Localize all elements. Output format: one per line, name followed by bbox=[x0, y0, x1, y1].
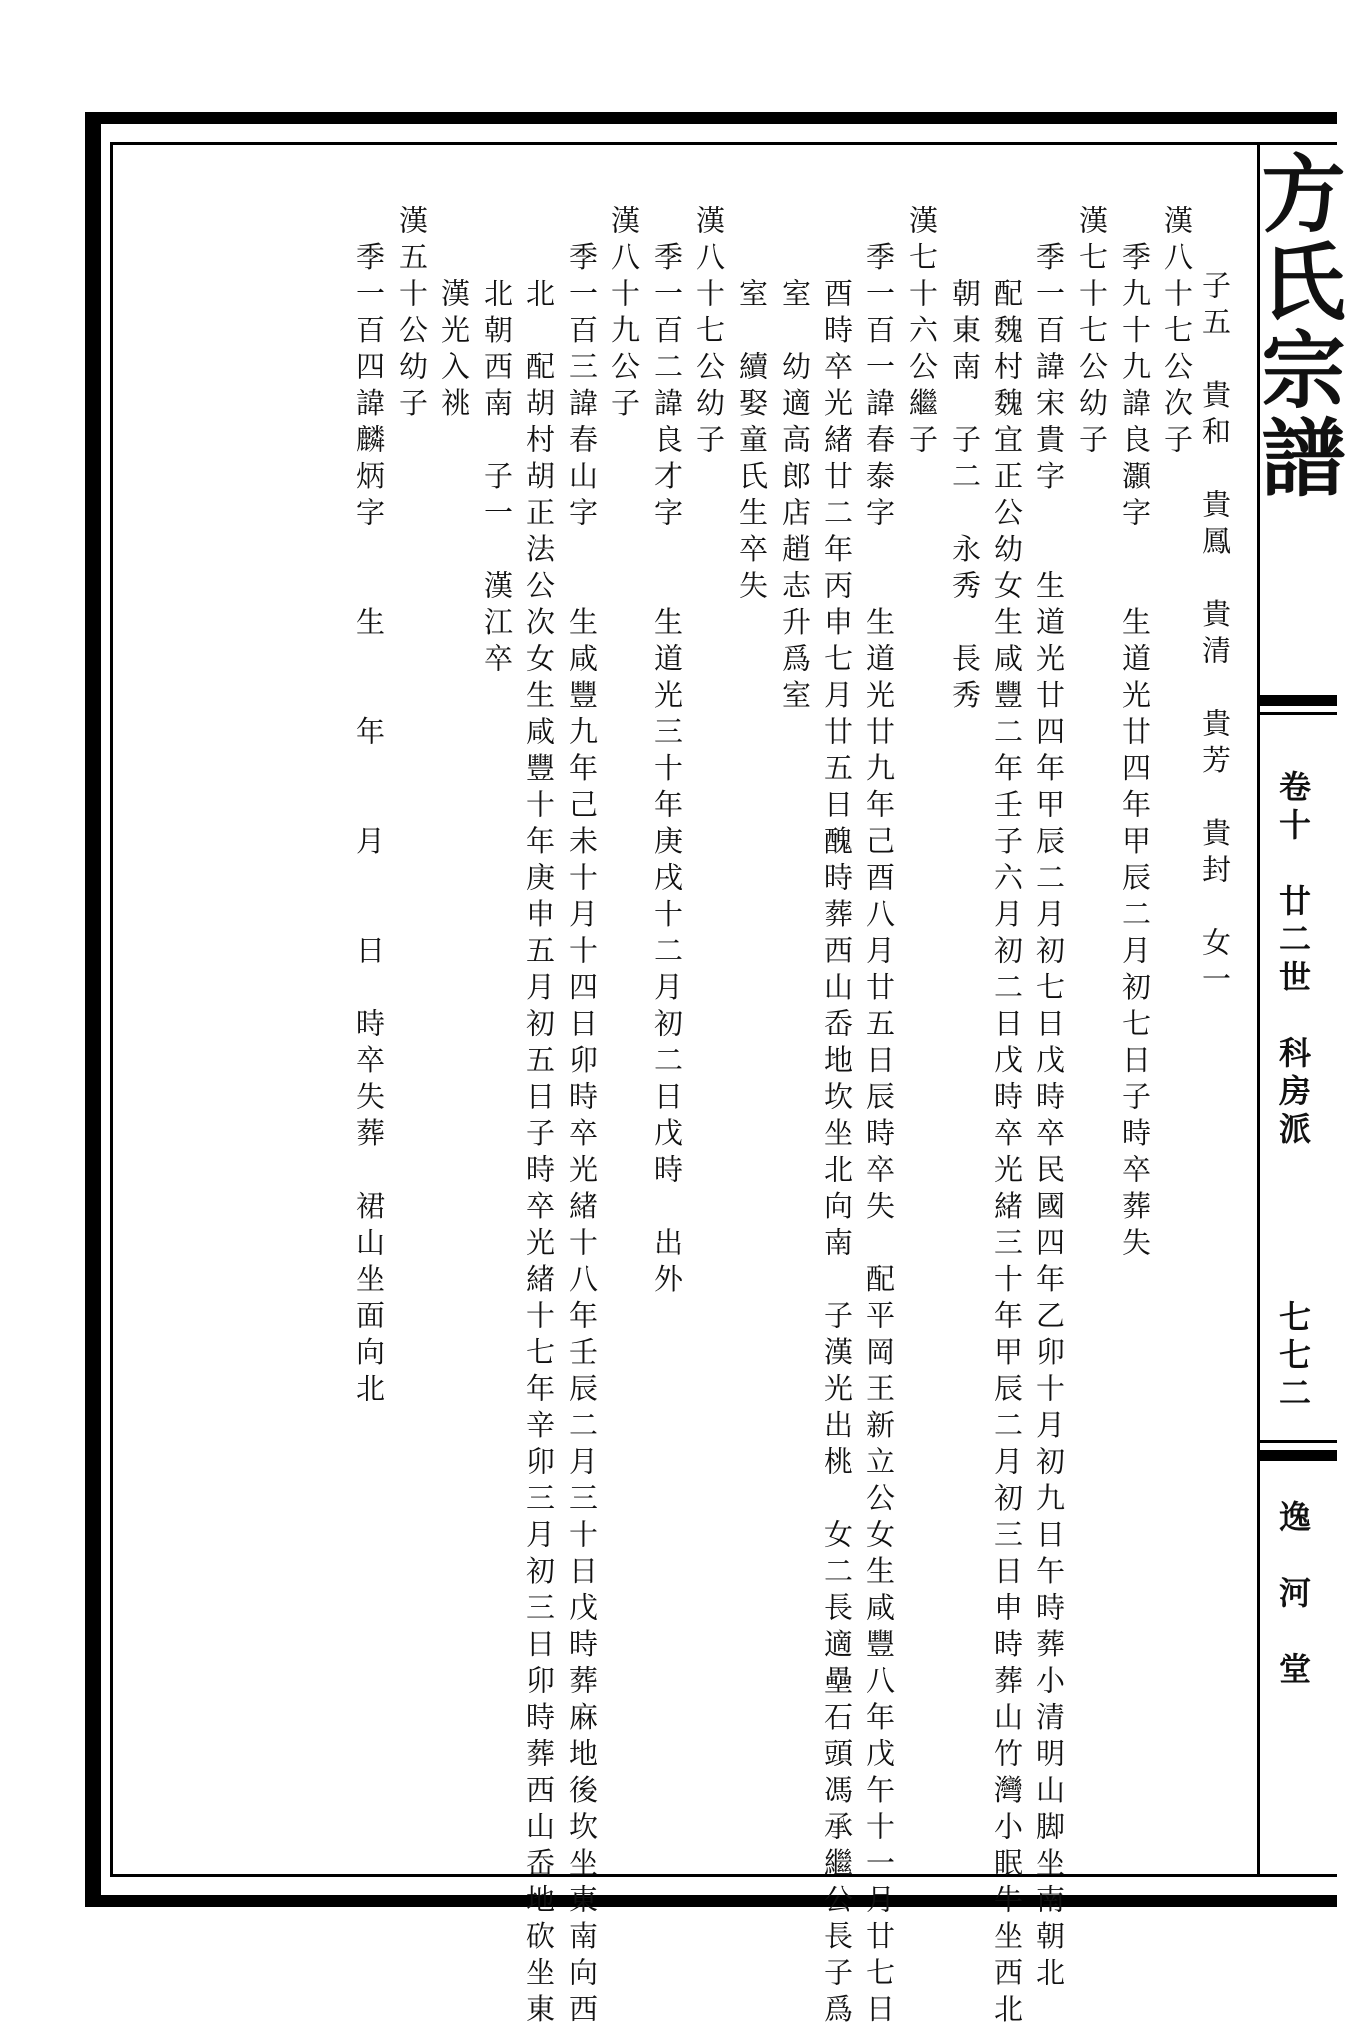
text-column: 季一百一諱春泰字 生道光廿九年己酉八月廿五日辰時卒失 配平岡王新立公女生咸豐八年戊午十一月廿七日 bbox=[862, 205, 896, 2030]
text-column: 漢八十七公次子 bbox=[1160, 205, 1194, 461]
text-column: 季一百四諱麟炳字 生 年 月 日 時卒失葬 裙山坐面向北 bbox=[352, 205, 386, 1410]
text-column: 季一百二諱良才字 生道光三十年庚戌十二月初二日戊時 出外 bbox=[650, 205, 684, 1300]
text-column: 北朝西南 子一 漢江卒 bbox=[480, 205, 514, 680]
text-column: 子五 貴和 貴鳳 貴清 貴芳 貴封 女一 bbox=[1198, 270, 1232, 1000]
text-column: 漢八十九公子 bbox=[607, 205, 641, 424]
text-column: 漢七十六公繼子 bbox=[905, 205, 939, 461]
text-column: 季一百諱宋貴字 生道光廿四年甲辰二月初七日戊時卒民國四年乙卯十月初九日午時葬小清明山脚坐南朝北 bbox=[1032, 205, 1066, 1994]
spine-band-top bbox=[1260, 695, 1337, 706]
text-column: 北 配胡村胡正法公次女生咸豐十年庚申五月初五日子時卒光緒十七年辛卯三月初三日卯時葬西山岙地砍坐東 bbox=[522, 205, 556, 2030]
text-column: 漢八十七公幼子 bbox=[692, 205, 726, 461]
text-column: 漢七十七公幼子 bbox=[1075, 205, 1109, 461]
text-column: 室 幼適高郎店趙志升爲室 bbox=[778, 205, 812, 716]
spine-page-number: 七七二 bbox=[1274, 1300, 1312, 1414]
text-column: 配魏村魏宜正公幼女生咸豐二年壬子六月初二日戊時卒光緒三十年甲辰二月初三日申時葬山竹灣小眠牛坐西北 bbox=[990, 205, 1024, 2030]
text-column: 漢光入祧 bbox=[437, 205, 471, 424]
spine-band-bottom bbox=[1260, 1450, 1337, 1461]
text-column: 室 續娶童氏生卒失 bbox=[735, 205, 769, 607]
spine-title: 方氏宗譜 bbox=[1248, 150, 1347, 502]
text-column: 季九十九諱良灝字 生道光廿四年甲辰二月初七日子時卒葬失 bbox=[1118, 205, 1152, 1264]
spine-band-bottom-thin bbox=[1260, 1440, 1337, 1443]
spine-band-top-thin bbox=[1260, 712, 1337, 715]
text-column: 漢五十公幼子 bbox=[395, 205, 429, 424]
spine-hall-name: 逸 河 堂 bbox=[1274, 1500, 1312, 1690]
text-column: 朝東南 子二 永秀 長秀 bbox=[948, 205, 982, 716]
spine-volume-info: 卷十 廿二世 科房派 bbox=[1274, 770, 1312, 1150]
text-column: 酉時卒光緒廿二年丙申七月廿五日醜時葬西山岙地坎坐北向南 子漢光出桃 女二長適壘石頭馮承繼公長子爲 bbox=[820, 205, 854, 2030]
text-column: 季一百三諱春山字 生咸豐九年己未十月十四日卯時卒光緒十八年壬辰二月三十日戊時葬麻地後坎坐東南向西 bbox=[565, 205, 599, 2030]
